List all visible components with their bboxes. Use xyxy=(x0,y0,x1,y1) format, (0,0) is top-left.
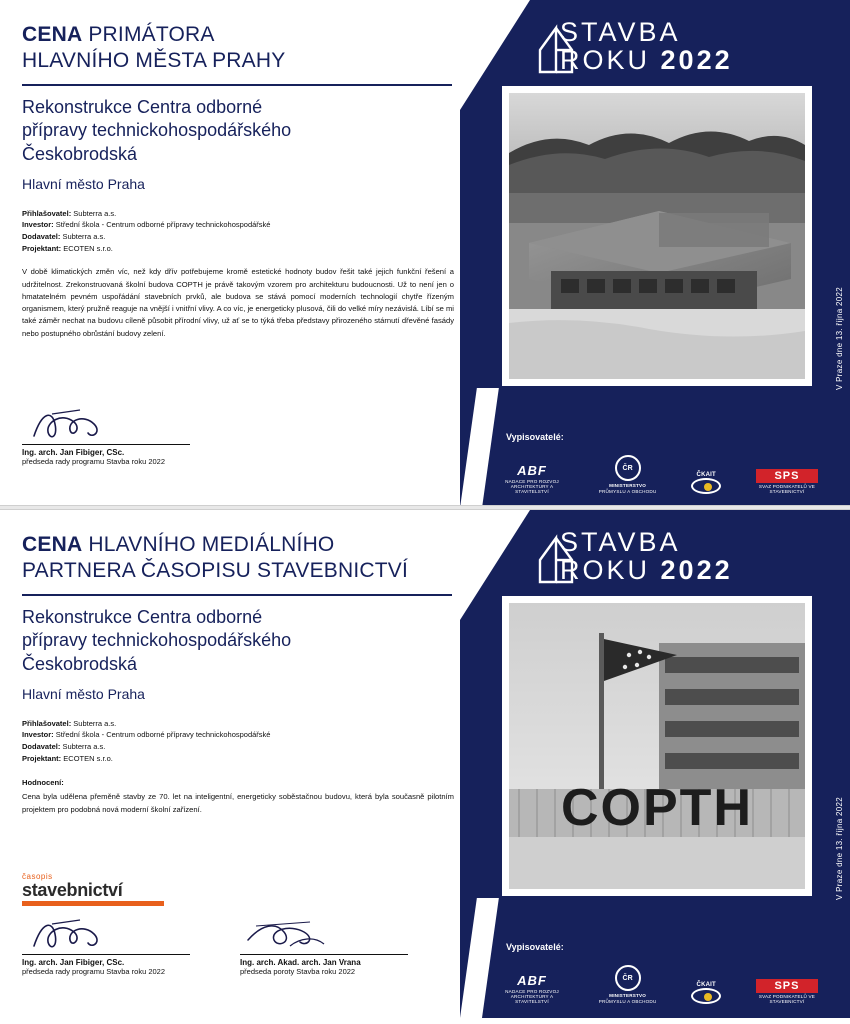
meta-row xyxy=(22,243,452,255)
award-line2: HLAVNÍHO MĚSTA PRAHY xyxy=(22,49,286,73)
sponsor-name: ABF xyxy=(517,973,547,988)
sponsor-mpo xyxy=(599,965,657,1004)
award-prefix: CENA xyxy=(22,533,83,556)
meta-label: Projektant: xyxy=(22,243,62,253)
meta-value: Subterra a.s. xyxy=(62,232,106,241)
stavba-roku-logo xyxy=(560,528,733,585)
svg-text:COPTH: COPTH xyxy=(561,779,753,837)
sponsor-sub: NADACE PRO ROZVOJ ARCHITEKTURY A STAVITELSTVÍ xyxy=(505,989,559,1004)
project-line-1: Rekonstrukce Centra odborné xyxy=(22,606,263,627)
signature-role: předseda poroty Stavba roku 2022 xyxy=(240,967,356,976)
project-line-1: Rekonstrukce Centra odborné xyxy=(22,96,263,117)
signature-role: předseda rady programu Stavba roku 2022 xyxy=(22,457,166,466)
meta-row xyxy=(22,208,452,220)
photo-inner xyxy=(509,603,805,889)
sponsor-sub: NADACE PRO ROZVOJ ARCHITEKTURY A STAVITELSTVÍ xyxy=(505,479,559,494)
meta-label: Dodavatel: xyxy=(22,232,61,241)
meta-row xyxy=(22,753,452,765)
sponsors-label: Vypisovatelé: xyxy=(506,432,564,442)
sponsor-abf xyxy=(500,463,564,494)
sponsor-name: ČKAIT xyxy=(696,982,716,988)
project-line-3: Českobrodská xyxy=(22,654,138,674)
meta-label: Přihlašovatel: xyxy=(22,208,72,218)
mpo-emblem-icon: ČR xyxy=(615,455,641,481)
sponsors-row xyxy=(500,958,818,1004)
project-line-2: přípravy technickohospodářského xyxy=(22,120,292,141)
sponsor-sps xyxy=(756,469,818,494)
panel-wedge-bottom xyxy=(460,388,499,508)
sponsor-ckait xyxy=(691,981,721,1004)
ckait-emblem-icon xyxy=(691,988,721,1004)
signature-area xyxy=(22,406,452,498)
panel-wedge-bottom xyxy=(460,898,499,1018)
sponsor-name: SPS xyxy=(756,469,818,483)
meta-label: Projektant: xyxy=(22,753,62,763)
award-title xyxy=(22,22,452,75)
ckait-emblem-icon xyxy=(691,478,721,494)
meta-value: ECOTEN s.r.o. xyxy=(63,753,113,763)
divider xyxy=(22,594,452,596)
meta-value: Střední škola - Centrum odborné přípravy technickohospodářské xyxy=(55,730,271,740)
signature-block-1 xyxy=(22,406,190,466)
meta-label: Investor: xyxy=(22,220,54,230)
stavebnictvi-logo-top: časopis xyxy=(22,872,53,881)
meta-value: Subterra a.s. xyxy=(73,208,117,218)
sponsor-name: ČKAIT xyxy=(696,472,716,478)
brand-roku: ROKU xyxy=(560,45,651,76)
investor-city: Hlavní město Praha xyxy=(22,685,145,702)
award-rest: PRIMÁTORA xyxy=(82,23,215,46)
award-prefix: CENA xyxy=(22,23,83,46)
project-line-3: Českobrodská xyxy=(22,144,138,164)
brand-year: 2022 xyxy=(660,555,733,586)
signature-rule xyxy=(22,444,190,445)
sponsors-row xyxy=(500,448,818,494)
signature-mark xyxy=(22,916,142,954)
project-name xyxy=(22,606,452,677)
signature-mark xyxy=(240,916,360,954)
meta-row xyxy=(22,231,452,243)
meta-value: ECOTEN s.r.o. xyxy=(63,243,113,253)
award-body-text: V době klimatických změn víc, než kdy dřív potřebujeme kromě estetické hodnoty budov řešit také jejich funkční řešení a udržitelnost. Zrekonstruovaná školní budova COPTH je právě takovým vzorem pro architekturu budoucnosti. Už to není jen o hmatatelném pevném uspořádání stavebních prvků, ale budova se stává pomocí moderních technologií chytře řízeným organismem, který pružně reaguje na vnější i vnitřní vlivy. A co víc, je energeticky plusová, čili do velké míry nezávislá. Líbí se mi také záměr nechat na budovu cíleně působit přírodní vlivy, už ať se to týká třeba představy přirozeného stárnutí dřevěné fasády nebo postupného obrůstání budovy zelení. xyxy=(22,267,454,338)
brand-panel xyxy=(460,0,850,508)
meta-value: Střední škola - Centrum odborné přípravy technickohospodářské xyxy=(55,220,271,230)
stavebnictvi-logo xyxy=(22,872,164,906)
stavebnictvi-logo-bar xyxy=(22,901,164,906)
meta-row xyxy=(22,219,452,231)
project-name xyxy=(22,96,452,167)
evaluation-heading: Hodnocení: xyxy=(22,778,64,788)
brand-roku: ROKU xyxy=(560,555,651,586)
stavba-roku-mark-icon xyxy=(532,24,578,76)
award-title xyxy=(22,532,452,585)
project-line-2: přípravy technickohospodářského xyxy=(22,630,292,651)
sponsor-abf xyxy=(500,973,564,1004)
sponsor-sub: SVAZ PODNIKATELŮ VE STAVEBNICTVÍ xyxy=(758,994,816,1004)
sponsor-name: MINISTERSTVO xyxy=(609,993,647,998)
brand-line-1: STAVBA xyxy=(560,527,681,557)
project-photo xyxy=(502,596,812,896)
meta-label: Investor: xyxy=(22,730,54,740)
meta-row xyxy=(22,718,452,730)
signature-rule xyxy=(22,954,190,955)
brand-line-1: STAVBA xyxy=(560,17,681,47)
issue-date: V Praze dne 13. října 2022 xyxy=(835,797,844,900)
sponsor-ckait xyxy=(691,471,721,494)
award-line2: PARTNERA ČASOPISU STAVEBNICTVÍ xyxy=(22,559,409,583)
signature-rule xyxy=(240,954,408,955)
signature-role: předseda rady programu Stavba roku 2022 xyxy=(22,967,166,976)
sponsor-mpo xyxy=(599,455,657,494)
sponsor-name: MINISTERSTVO xyxy=(609,483,647,488)
project-photo xyxy=(502,86,812,386)
signature-mark xyxy=(22,406,142,444)
brand-line-2 xyxy=(560,556,733,584)
meta-block xyxy=(22,208,452,255)
signature-name: Ing. arch. Akad. arch. Jan Vrana xyxy=(240,958,361,967)
signature-name: Ing. arch. Jan Fibiger, CSc. xyxy=(22,448,125,457)
signature-area xyxy=(22,916,452,1008)
investor-city: Hlavní město Praha xyxy=(22,175,145,192)
sponsor-sub: PRŮMYSLU A OBCHODU xyxy=(598,489,657,494)
brand-panel xyxy=(460,510,850,1018)
sponsors-label: Vypisovatelé: xyxy=(506,942,564,952)
sponsor-sps xyxy=(756,979,818,1004)
stavebnictvi-logo-main: stavebnictví xyxy=(22,880,123,900)
meta-block xyxy=(22,718,452,765)
mpo-emblem-icon: ČR xyxy=(615,965,641,991)
issue-date: V Praze dne 13. října 2022 xyxy=(835,287,844,390)
divider xyxy=(22,84,452,86)
sponsor-sub: PRŮMYSLU A OBCHODU xyxy=(598,999,657,1004)
award-rest: HLAVNÍHO MEDIÁLNÍHO xyxy=(82,533,335,556)
sponsor-sub: SVAZ PODNIKATELŮ VE STAVEBNICTVÍ xyxy=(758,484,816,494)
meta-row xyxy=(22,741,452,753)
sponsor-name: SPS xyxy=(756,979,818,993)
certificate-2 xyxy=(0,510,850,1018)
stavba-roku-mark-icon xyxy=(532,534,578,586)
meta-label: Dodavatel: xyxy=(22,742,61,751)
meta-value: Subterra a.s. xyxy=(73,718,117,728)
brand-year: 2022 xyxy=(660,45,733,76)
meta-row xyxy=(22,729,452,741)
certificate-1 xyxy=(0,0,850,508)
meta-value: Subterra a.s. xyxy=(62,742,106,751)
signature-name: Ing. arch. Jan Fibiger, CSc. xyxy=(22,958,125,967)
brand-line-2 xyxy=(560,46,733,74)
stavba-roku-logo xyxy=(560,18,733,75)
photo-inner xyxy=(509,93,805,379)
signature-block-2 xyxy=(240,916,408,976)
award-body-text: Cena byla udělena přeměně stavby ze 70. let na inteligentní, energeticky soběstačnou budovu, která byla současně pilotním projektem pro podobná nová moderní školní zařízení. xyxy=(22,792,454,814)
meta-label: Přihlašovatel: xyxy=(22,718,72,728)
signature-block-1 xyxy=(22,916,190,976)
sponsor-name: ABF xyxy=(517,463,547,478)
